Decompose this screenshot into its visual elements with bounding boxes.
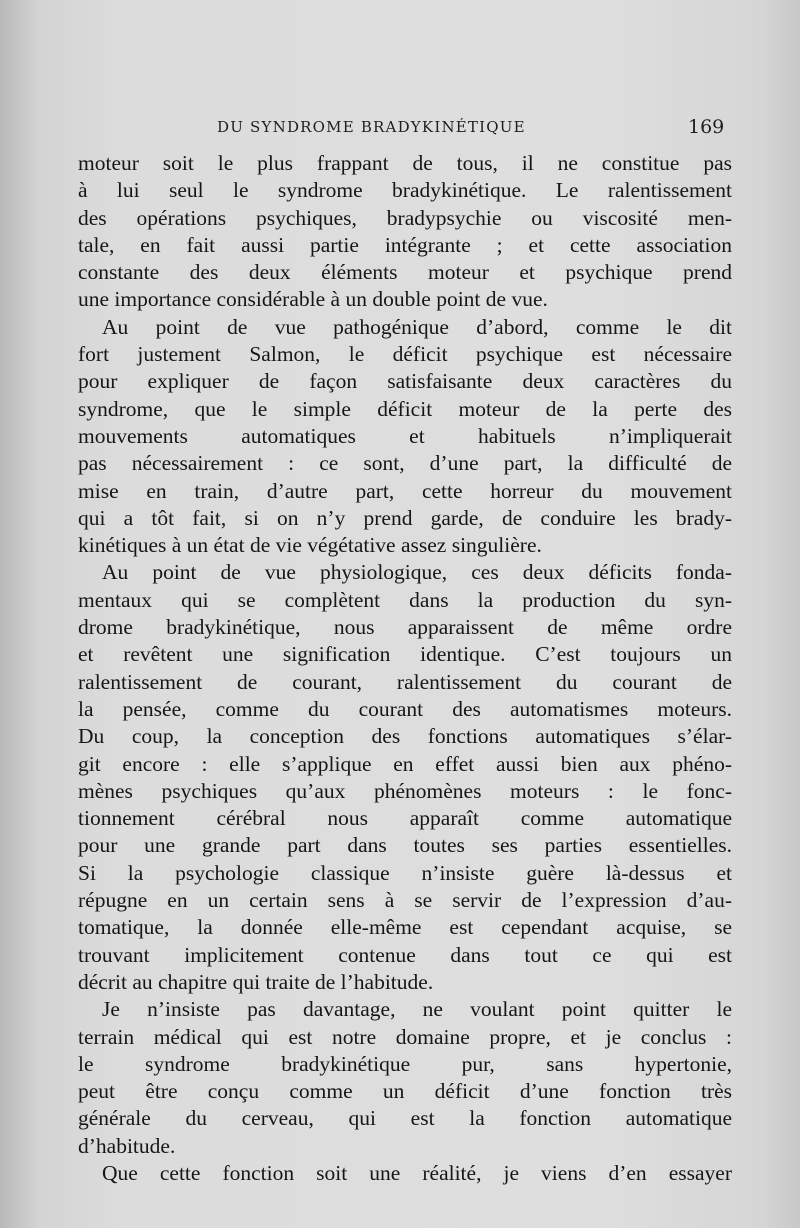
text-line: mentaux qui se complètent dans la production du syn-: [78, 587, 732, 612]
text-line: Si la psychologie classique n’insiste guère là-dessus et: [78, 860, 732, 885]
text-line: Au point de vue physiologique, ces deux déficits fonda-: [102, 560, 732, 585]
text-line: fort justement Salmon, le déficit psychique est nécessaire: [78, 342, 732, 367]
text-line: une importance considérable à un double point de vue.: [78, 287, 548, 312]
body-text: [78, 150, 732, 1187]
text-line: décrit au chapitre qui traite de l’habitude.: [78, 969, 434, 994]
text-line: pour expliquer de façon satisfaisante deux caractères du: [78, 369, 732, 394]
text-line: mènes psychiques qu’aux phénomènes moteurs : le fonc-: [78, 778, 732, 803]
text-line: tionnement cérébral nous apparaît comme automatique: [78, 806, 732, 831]
text-line: git encore : elle s’applique en effet aussi bien aux phéno-: [78, 751, 732, 776]
text-line: terrain médical qui est notre domaine propre, et je conclus :: [78, 1024, 732, 1049]
text-line: la pensée, comme du courant des automatismes moteurs.: [78, 696, 732, 721]
page-header: [0, 118, 800, 144]
running-title: DU SYNDROME BRADYKINÉTIQUE: [217, 118, 526, 136]
text-line: ralentissement de courant, ralentissement du courant de: [78, 669, 732, 694]
page-number: 169: [688, 116, 725, 138]
text-line: pas nécessairement : ce sont, d’une part, la difficulté de: [78, 451, 732, 476]
text-line: syndrome, que le simple déficit moteur de la perte des: [78, 396, 732, 421]
text-line: mouvements automatiques et habituels n’impliquerait: [78, 423, 732, 448]
text-line: générale du cerveau, qui est la fonction automatique: [78, 1106, 732, 1131]
text-line: Au point de vue pathogénique d’abord, comme le dit: [102, 314, 732, 339]
text-line: Que cette fonction soit une réalité, je viens d’en essayer: [102, 1160, 732, 1185]
text-line: mise en train, d’autre part, cette horreur du mouvement: [78, 478, 732, 503]
text-line: drome bradykinétique, nous apparaissent de même ordre: [78, 615, 732, 640]
text-line: Du coup, la conception des fonctions automatiques s’élar-: [78, 724, 732, 749]
text-line: peut être conçu comme un déficit d’une fonction très: [78, 1079, 732, 1104]
text-line: tomatique, la donnée elle-même est cependant acquise, se: [78, 915, 732, 940]
text-line: à lui seul le syndrome bradykinétique. Le ralentissement: [78, 178, 732, 203]
text-line: d’habitude.: [78, 1133, 176, 1158]
text-line: des opérations psychiques, bradypsychie ou viscosité men-: [78, 205, 732, 230]
text-line: Je n’insiste pas davantage, ne voulant point quitter le: [102, 997, 732, 1022]
text-line: constante des deux éléments moteur et psychique prend: [78, 260, 732, 285]
text-line: trouvant implicitement contenue dans tout ce qui est: [78, 942, 732, 967]
text-line: kinétiques à un état de vie végétative assez singulière.: [78, 533, 542, 558]
text-line: et revêtent une signification identique. C’est toujours un: [78, 642, 732, 667]
text-line: qui a tôt fait, si on n’y prend garde, de conduire les brady-: [78, 505, 732, 530]
text-line: pour une grande part dans toutes ses parties essentielles.: [78, 833, 732, 858]
text-line: répugne en un certain sens à se servir de l’expression d’au-: [78, 888, 732, 913]
text-line: moteur soit le plus frappant de tous, il ne constitue pas: [78, 151, 732, 175]
text-line: le syndrome bradykinétique pur, sans hypertonie,: [78, 1051, 732, 1076]
text-line: tale, en fait aussi partie intégrante ; et cette association: [78, 232, 732, 257]
